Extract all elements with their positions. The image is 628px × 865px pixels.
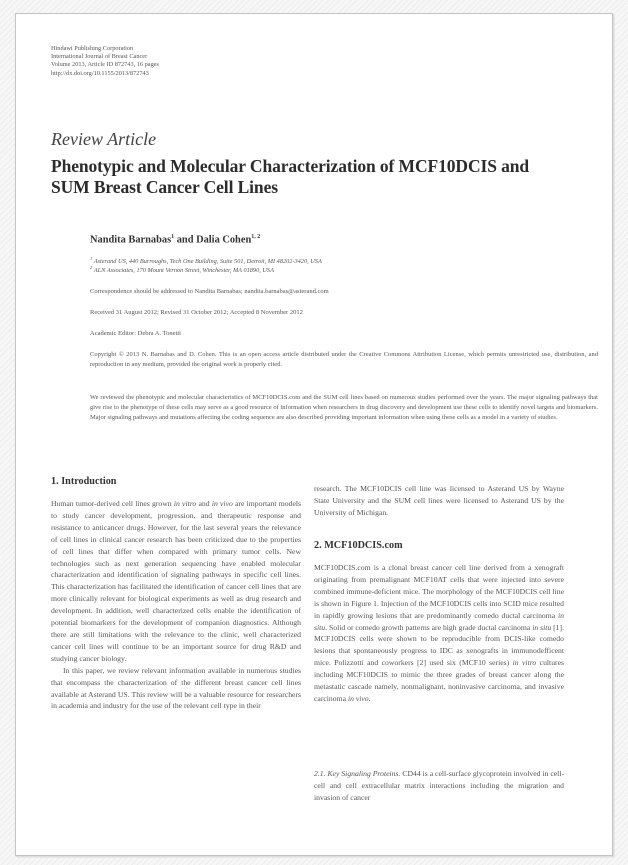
italic-text: in situ: [314, 610, 564, 632]
author-name: Nandita Barnabas: [90, 234, 172, 246]
italic-text: in situ: [532, 622, 552, 632]
subsection-title: 2.1. Key Signaling Proteins.: [314, 769, 401, 778]
italic-text: in vivo: [211, 499, 233, 508]
academic-editor: Academic Editor: Debra A. Tonetti: [90, 330, 181, 337]
text-run: are important models to study cancer development, progression, and therapeutic response and resistance to anticancer drugs. However, for the last several years the relevance of cell lines in clinical cancer research has been criticized due to the properties of cell lines that differ when compared with primary tumor cells. New technologies such as next generation sequencing have enabled molecular characterization and identification of signaling pathways in specific cell lines. This characterization has facilitated the identification of cancer cell lines that are more clinically relevant for biological experiments as well as drug research and development. In addition, well characterized cells enable the identification of potential biomarkers for the development of companion diagnostics. Although there are still limitations with the relevance to the clinic, well characterized cancer cell lines will continue to be an important source for drug R&D and studying cancer biology.: [51, 499, 301, 663]
journal-name: International Journal of Breast Cancer: [51, 53, 148, 61]
publisher-name: Hindawi Publishing Corporation: [51, 45, 134, 52]
text-run: and: [196, 499, 212, 508]
section-heading-mcf10dcis: 2. MCF10DCIS.com: [314, 540, 403, 551]
author-list: [90, 234, 260, 245]
subsection-key-signaling: [314, 768, 564, 804]
volume-info: Volume 2013, Article ID 872743, 16 pages: [51, 61, 159, 69]
left-column-body: [51, 498, 301, 712]
affiliation-number: 2: [90, 265, 93, 270]
affiliation-number: 1: [90, 256, 93, 261]
affiliation-text: Asterand US, 440 Burroughs, Tech One Building, Suite 501, Detroit, MI 48202-3420, USA: [93, 258, 322, 266]
subsection-text: CD44 is a cell-surface glycoprotein involved in cell-cell and cell extracellular matrix interactions including the migration and invasion of cancer: [314, 769, 565, 802]
text-run: [1]. MCF10DCIS cells were shown to be reproducible from DCIS-like comedo lesions that spontaneously progress to IDC as xenografts in immunodefficent mice. Polizzotti and coworkers [2] used six (MCF10 series): [314, 622, 565, 668]
mcf10dcis-paragraph: [314, 562, 564, 705]
author-connector: and: [174, 234, 197, 246]
title-line-2: SUM Breast Cancer Cell Lines: [51, 177, 278, 197]
text-run: MCF10DCIS.com is a clonal breast cancer cell line derived from a xenograft originating from premalignant MCF10AT cells that were injected into severe combined immune-deficient mice. The morphology of the MCF10DCIS cell line is shown in Figure 1. Injection of the MCF10DCIS cells into SCID mice resulted in rapidly growing lesions that are predominantly comedo ductal carcinoma: [314, 563, 564, 620]
text-run: . Solid or comedo growth patterns are high grade ductal carcinoma: [325, 622, 533, 632]
copyright-notice: Copyright © 2013 N. Barnabas and D. Cohen. This is an open access article distributed under the Creative Commons Attribution License, which permits unrestricted use, distribution, and reproduction in any medium, provided the original work is properly cited.: [90, 351, 598, 368]
publication-dates: Received 31 August 2012; Revised 31 October 2012; Accepted 8 November 2012: [90, 309, 303, 316]
italic-text: in vivo: [347, 693, 369, 703]
article-type: Review Article: [51, 129, 157, 149]
journal-header: [51, 45, 159, 78]
author-affiliation-mark: 1: [171, 234, 175, 240]
author-name: Dalia Cohen: [196, 234, 252, 246]
introduction-paragraph-2: In this paper, we review relevant information available in numerous studies that encompass the characterization of the different breast cancer cell lines available at Asterand US. This review will be a valuable resource for researchers in academia and industry for the use of the relevant cell type in their: [51, 665, 301, 711]
paper-page: [15, 13, 613, 856]
affiliation: [90, 256, 322, 265]
abstract: We reviewed the phenotypic and molecular characteristics of MCF10DCIS.com and the SUM cell lines based on numerous studies performed over the years. The major signaling pathways that give rise to the phenotype of these cells may serve as a good resource of information when researchers in drug discovery and development use these cells to identify novel targets and biomarkers. Major signaling pathways and mutations affecting the coding sequence are also described providing important information when using these cells as a model in a variety of studies.: [90, 394, 598, 421]
text-run: .: [368, 693, 371, 703]
text-run: cultures including MCF10DCIS to mimic the three grades of breast cancer along the metastatic cascade namely, nonmalignant, noninvasive carcinoma, and invasive carcinoma: [314, 658, 565, 703]
correspondence: Correspondence should be addressed to Nandita Barnabas; nandita.barnabas@asterand.com: [90, 288, 329, 295]
title-line-1: Phenotypic and Molecular Characterization of MCF10DCIS and: [51, 156, 530, 176]
right-column-continued-text: research. The MCF10DCIS cell line was licensed to Asterand US by Wayne State University and the SUM cell lines were licensed to Asterand US by the University of Michigan.: [314, 484, 564, 517]
right-column-body: [314, 562, 564, 705]
affiliation: [90, 265, 274, 274]
doi-link[interactable]: http://dx.doi.org/10.1155/2013/872743: [51, 69, 149, 77]
paper-title: [51, 156, 591, 198]
section-heading-introduction: 1. Introduction: [51, 476, 117, 487]
italic-text: in vitro: [173, 499, 197, 508]
affiliation-text: ALN Associates, 170 Mount Vernon Street, Winchester, MA 01890, USA: [93, 267, 274, 275]
introduction-paragraph-1: [51, 498, 301, 665]
text-run: Human tumor-derived cell lines grown: [51, 499, 174, 508]
italic-text: in vitro: [512, 658, 537, 668]
author-affiliation-mark: 1, 2: [251, 234, 261, 240]
